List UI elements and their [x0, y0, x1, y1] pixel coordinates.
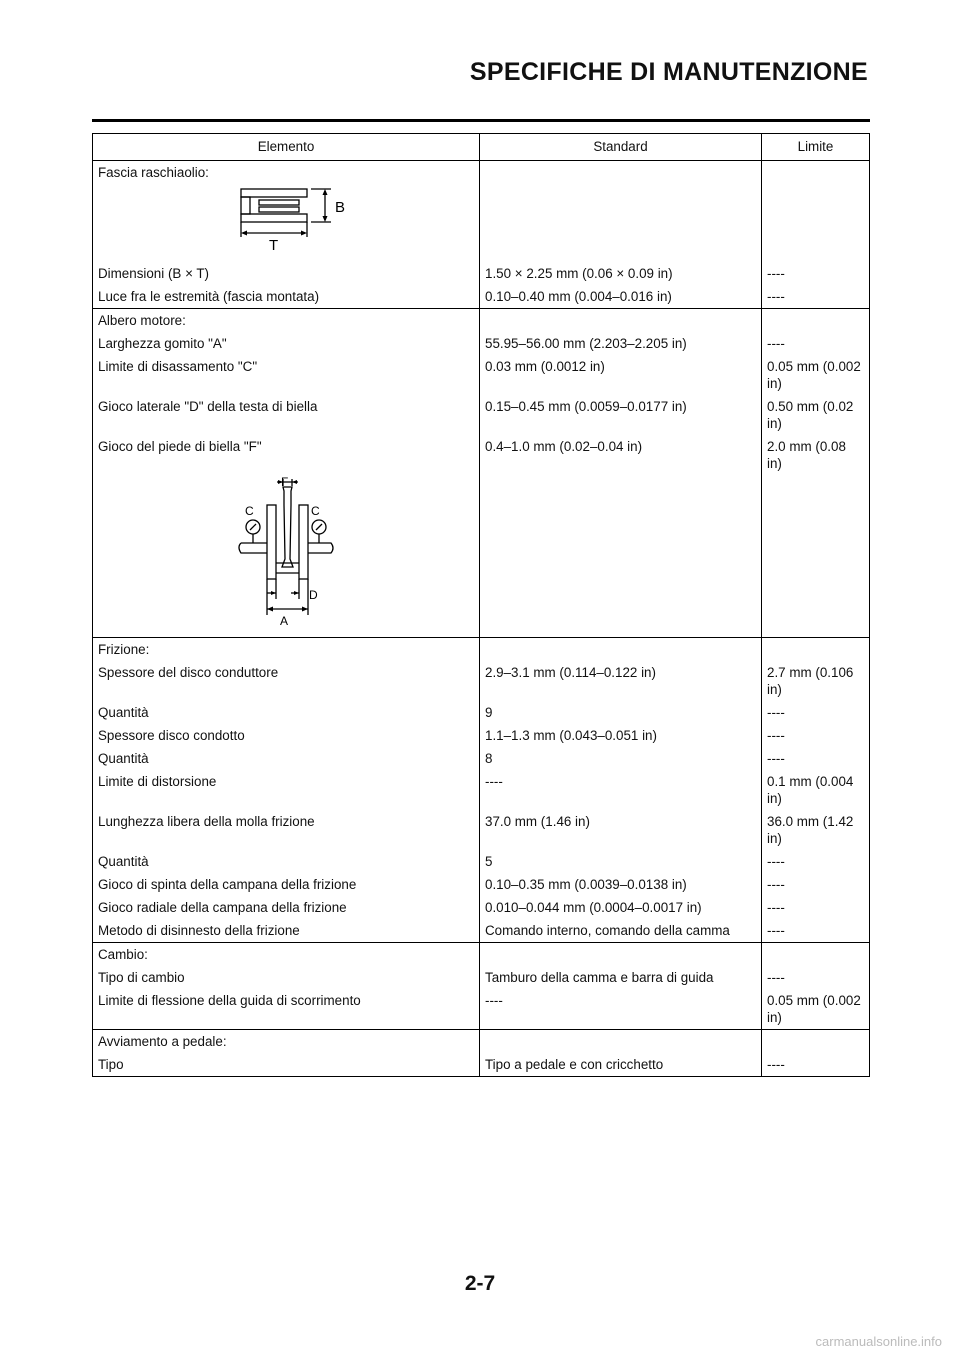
table-row: Limite di flessione della guida di scorrimento ---- 0.05 mm (0.002 in): [93, 989, 870, 1030]
figure-label-a: A: [280, 614, 289, 628]
figure-label-c-left: C: [245, 504, 254, 518]
table-row: Spessore del disco conduttore 2.9–3.1 mm (0.114–0.122 in) 2.7 mm (0.106 in): [93, 661, 870, 701]
section-label: Frizione:: [93, 638, 480, 662]
table-row: Lunghezza libera della molla frizione 37.0 mm (1.46 in) 36.0 mm (1.42 in): [93, 810, 870, 850]
table-row: Gioco di spinta della campana della frizione 0.10–0.35 mm (0.0039–0.0138 in) ----: [93, 873, 870, 896]
table-row: Spessore disco condotto 1.1–1.3 mm (0.043–0.051 in) ----: [93, 724, 870, 747]
figure-label-d: D: [309, 588, 318, 602]
table-row: Limite di disassamento "C" 0.03 mm (0.0012 in) 0.05 mm (0.002 in): [93, 355, 870, 395]
oil-ring-diagram: [93, 184, 469, 256]
page-number: 2-7: [464, 1272, 496, 1295]
spec-table: [92, 133, 870, 1077]
section-row-crankshaft: [93, 309, 870, 333]
section-row-clutch: [93, 638, 870, 662]
table-row: Gioco laterale "D" della testa di biella 0.15–0.45 mm (0.0059–0.0177 in) 0.50 mm (0.02 in): [93, 395, 870, 435]
figure-label-b: B: [335, 199, 346, 216]
figure-row-oil-ring: [93, 184, 870, 262]
table-header-row: [93, 134, 870, 161]
figure-label-f: F: [281, 475, 289, 489]
col-header-standard: Standard: [480, 134, 762, 161]
page-title: SPECIFICHE DI MANUTENZIONE: [469, 58, 868, 86]
table-row: Quantità 8 ----: [93, 747, 870, 770]
table-row: Gioco radiale della campana della frizione 0.010–0.044 mm (0.0004–0.0017 in) ----: [93, 896, 870, 919]
crankshaft-figure-cell: [93, 475, 480, 638]
table-row: Luce fra le estremità (fascia montata) 0.10–0.40 mm (0.004–0.016 in) ----: [93, 285, 870, 309]
section-row-oil-ring: [93, 161, 870, 185]
section-label: Fascia raschiaolio:: [93, 161, 480, 185]
table-row: Tipo di cambio Tamburo della camma e barra di guida ----: [93, 966, 870, 989]
table-row: Gioco del piede di biella "F" 0.4–1.0 mm (0.02–0.04 in) 2.0 mm (0.08 in): [93, 435, 870, 475]
figure-row-crankshaft: [93, 475, 870, 638]
figure-label-t: T: [269, 237, 279, 254]
crankshaft-diagram: [93, 475, 469, 631]
table-row: Quantità 9 ----: [93, 701, 870, 724]
table-row: Limite di distorsione ---- 0.1 mm (0.004 in): [93, 770, 870, 810]
figure-label-c-right: C: [311, 504, 320, 518]
table-row: Tipo Tipo a pedale e con cricchetto ----: [93, 1053, 870, 1077]
col-header-limit: Limite: [762, 134, 870, 161]
title-rule: [92, 119, 870, 122]
section-label: Cambio:: [93, 943, 480, 967]
table-row: Larghezza gomito "A" 55.95–56.00 mm (2.203–2.205 in) ----: [93, 332, 870, 355]
section-row-kick-starter: [93, 1030, 870, 1054]
section-label: Avviamento a pedale:: [93, 1030, 480, 1054]
col-header-item: Elemento: [93, 134, 480, 161]
table-row: Metodo di disinnesto della frizione Comando interno, comando della camma ----: [93, 919, 870, 943]
section-row-gearbox: [93, 943, 870, 967]
section-label: Albero motore:: [93, 309, 480, 333]
table-row: Quantità 5 ----: [93, 850, 870, 873]
oil-ring-figure-cell: [93, 184, 480, 262]
watermark: carmanualsonline.info: [815, 1334, 942, 1349]
table-row: Dimensioni (B × T) 1.50 × 2.25 mm (0.06 × 0.09 in) ----: [93, 262, 870, 285]
